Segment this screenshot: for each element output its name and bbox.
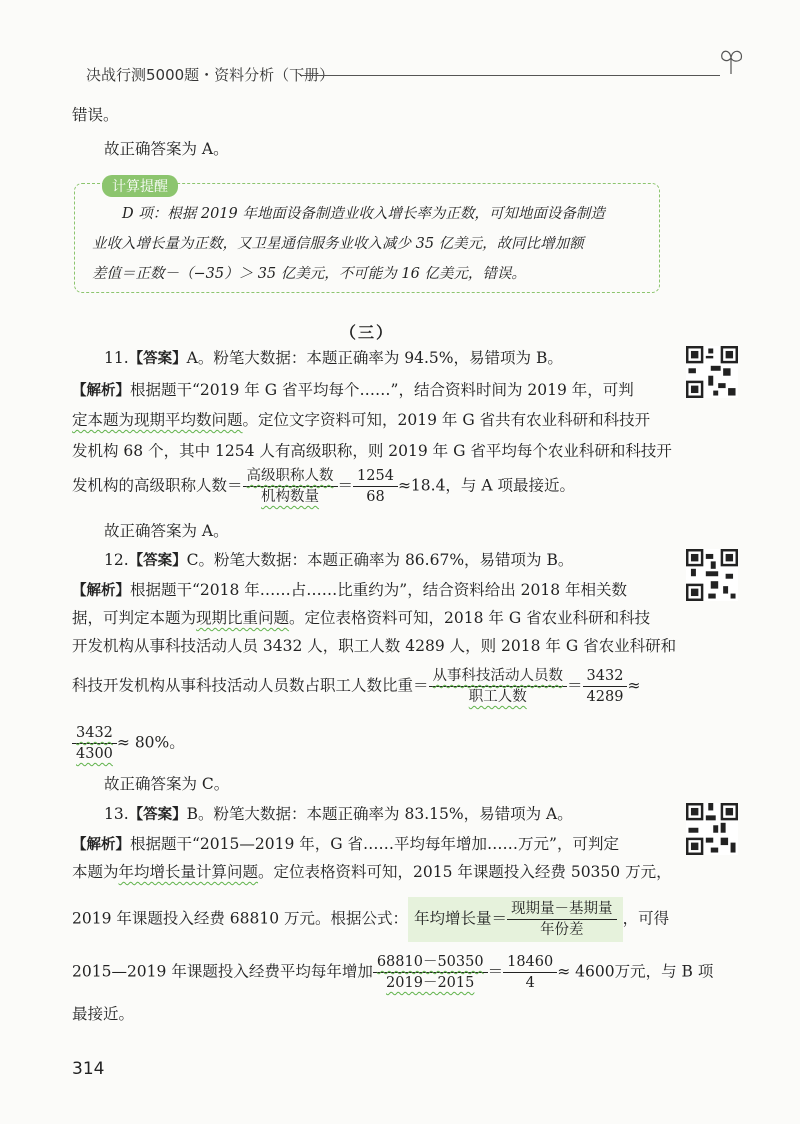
q13-formula-frac [507,899,617,940]
page-number: 314 [72,1059,105,1079]
q11-answer-line [104,347,563,370]
q12-answer-tag: 【答案】 [128,553,187,569]
q12-conclusion: 故正确答案为 C。 [104,775,230,793]
calc-reminder-tag: 计算提醒 [102,175,178,197]
q12-frac-2-num: 3432 [583,666,628,687]
calc-line-3: 差值＝正数－（−35）＞ 35 亿美元，不可能为 16 亿美元，错误。 [92,266,526,282]
qr-code-icon[interactable] [686,346,738,398]
q13-formula-num: 现期量－基期量 [507,899,617,920]
q13-formula-line-1 [72,897,669,942]
q11-conclusion: 故正确答案为 A。 [104,522,229,540]
q11-answer: A。粉笔大数据：本题正确率为 94.5%，易错项为 B。 [186,349,563,367]
q13-formula-lhs: 年均增长量＝ [414,909,508,928]
q11-formula-post: ≈18.4，与 A 项最接近。 [397,476,575,495]
q13-frac-1 [373,952,488,993]
q13-line-1-text: 根据题干“2015—2019 年，G 省……平均每年增加……万元”，可判定 [130,835,619,853]
section-title: （三） [340,323,395,342]
q13-frac-2-den: 4 [525,975,535,991]
q13-eq: ＝ [487,962,504,981]
q12-answer: C。粉笔大数据：本题正确率为 86.67%，易错项为 B。 [186,551,574,569]
q11-formula-pre: 发机构的高级职称人数＝ [72,476,243,495]
q13-answer: B。粉笔大数据：本题正确率为 83.15%，易错项为 A。 [186,805,573,823]
q13-formula-post: ，可得 [622,909,670,928]
q12-frac-3-num: 3432 [72,723,117,744]
q13-frac-1-den: 2019－2015 [386,975,475,991]
q11-number: 11. [104,349,129,367]
q12-approx: ≈ [627,676,641,695]
q13-formula-line-2 [72,952,713,993]
q13-line-2-pre: 本题为 [72,863,119,881]
q13-answer-line [104,803,573,826]
q13-jiexi-tag: 【解析】 [72,837,130,853]
q13-line-2-text: 。定位表格资料可知，2015 年课题投入经费 50350 万元， [258,863,672,881]
q12-answer-line [104,549,573,572]
q13-frac-1-num: 68810－50350 [373,952,488,973]
q12-line-3: 开发机构从事科技活动人员 3432 人，职工人数 4289 人，则 2018 年 G 省农业科研和 [72,637,677,655]
q13-formula-2-post: ≈ 4600万元，与 B 项 [557,962,714,981]
q13-keypoint: 年均增长量计算问题 [118,863,259,881]
q12-frac-1-den: 职工人数 [468,689,527,705]
q13-line-1 [72,833,619,856]
q12-line-1-text: 根据题干“2018 年……占……比重约为”，结合资料给出 2018 年相关数 [130,581,628,599]
header-title: 决战行测5000题・资料分析（下册） [86,66,335,84]
q13-line-5: 最接近。 [72,1005,135,1023]
q13-line-2 [72,861,672,883]
q13-answer-tag: 【答案】 [128,807,187,823]
leaf-icon [716,46,746,76]
q11-line-1-text: 根据题干“2019 年 G 省平均每个……”，结合资料时间为 2019 年，可判 [130,381,634,399]
qr-code-icon[interactable] [686,549,738,601]
q13-frac-2-num: 18460 [503,952,557,973]
q13-frac-2 [503,952,557,993]
q12-line-2 [72,607,650,629]
q13-formula-highlight [408,897,623,942]
intro-line-1: 错误。 [72,106,119,124]
q11-line-2-text: 。定位文字资料可知，2019 年 G 省共有农业科研和科技开 [242,411,651,429]
q12-line-2-pre: 据，可判定本题为 [72,609,197,627]
q12-line-1 [72,579,627,602]
q12-line-2-text: 。定位表格资料可知，2018 年 G 省农业科研和科技 [289,609,651,627]
header-rule [300,75,720,76]
calc-line-2: 业收入增长量为正数，又卫星通信服务业收入减少 35 亿美元，故同比增加额 [92,236,584,252]
q12-frac-2-den: 4289 [586,689,624,705]
q12-frac-3-den: 4300 [76,746,113,762]
q11-line-3: 发机构 68 个，其中 1254 人有高级职称，则 2019 年 G 省平均每个农业科研和科技开 [72,442,672,460]
q12-formula-line-2 [72,723,185,764]
intro-line-2: 故正确答案为 A。 [104,140,229,158]
q13-formula-2-pre: 2015—2019 年课题投入经费平均每年增加 [72,962,373,981]
q12-jiexi-tag: 【解析】 [72,583,130,599]
q12-frac-1 [429,666,568,707]
q12-formula-post: ≈ 80%。 [116,733,185,752]
calc-line-1: D 项：根据 2019 年地面设备制造业收入增长率为正数，可知地面设备制造 [122,206,605,222]
q12-eq: ＝ [567,676,583,695]
q11-frac-1-num: 高级职称人数 [243,466,338,487]
q11-formula-line [72,466,575,507]
q12-formula-pre: 科技开发机构从事科技活动人员数占职工人数比重＝ [72,676,429,695]
q12-formula-line [72,666,640,707]
q12-number: 12. [104,551,129,569]
q11-frac-1 [243,466,338,507]
q12-frac-1-num: 从事科技活动人员数 [429,666,568,687]
q11-jiexi-tag: 【解析】 [72,383,130,399]
q13-formula-den: 年份差 [540,922,584,938]
q12-keypoint: 现期比重问题 [196,609,290,627]
q12-frac-2 [583,666,628,707]
q11-frac-2-den: 68 [366,489,385,505]
q11-frac-1-den: 机构数量 [261,489,320,505]
q11-keypoint: 定本题为现期平均数问题 [72,411,243,429]
q12-frac-3 [72,723,117,764]
q13-formula-pre: 2019 年课题投入经费 68810 万元。根据公式： [72,909,409,928]
qr-code-icon[interactable] [686,803,738,855]
q11-line-2 [72,409,650,431]
q11-frac-2 [353,466,398,507]
q11-eq: ＝ [337,476,354,495]
q11-line-1 [72,379,634,402]
q13-number: 13. [104,805,129,823]
q11-answer-tag: 【答案】 [128,351,187,367]
q11-frac-2-num: 1254 [353,466,398,487]
